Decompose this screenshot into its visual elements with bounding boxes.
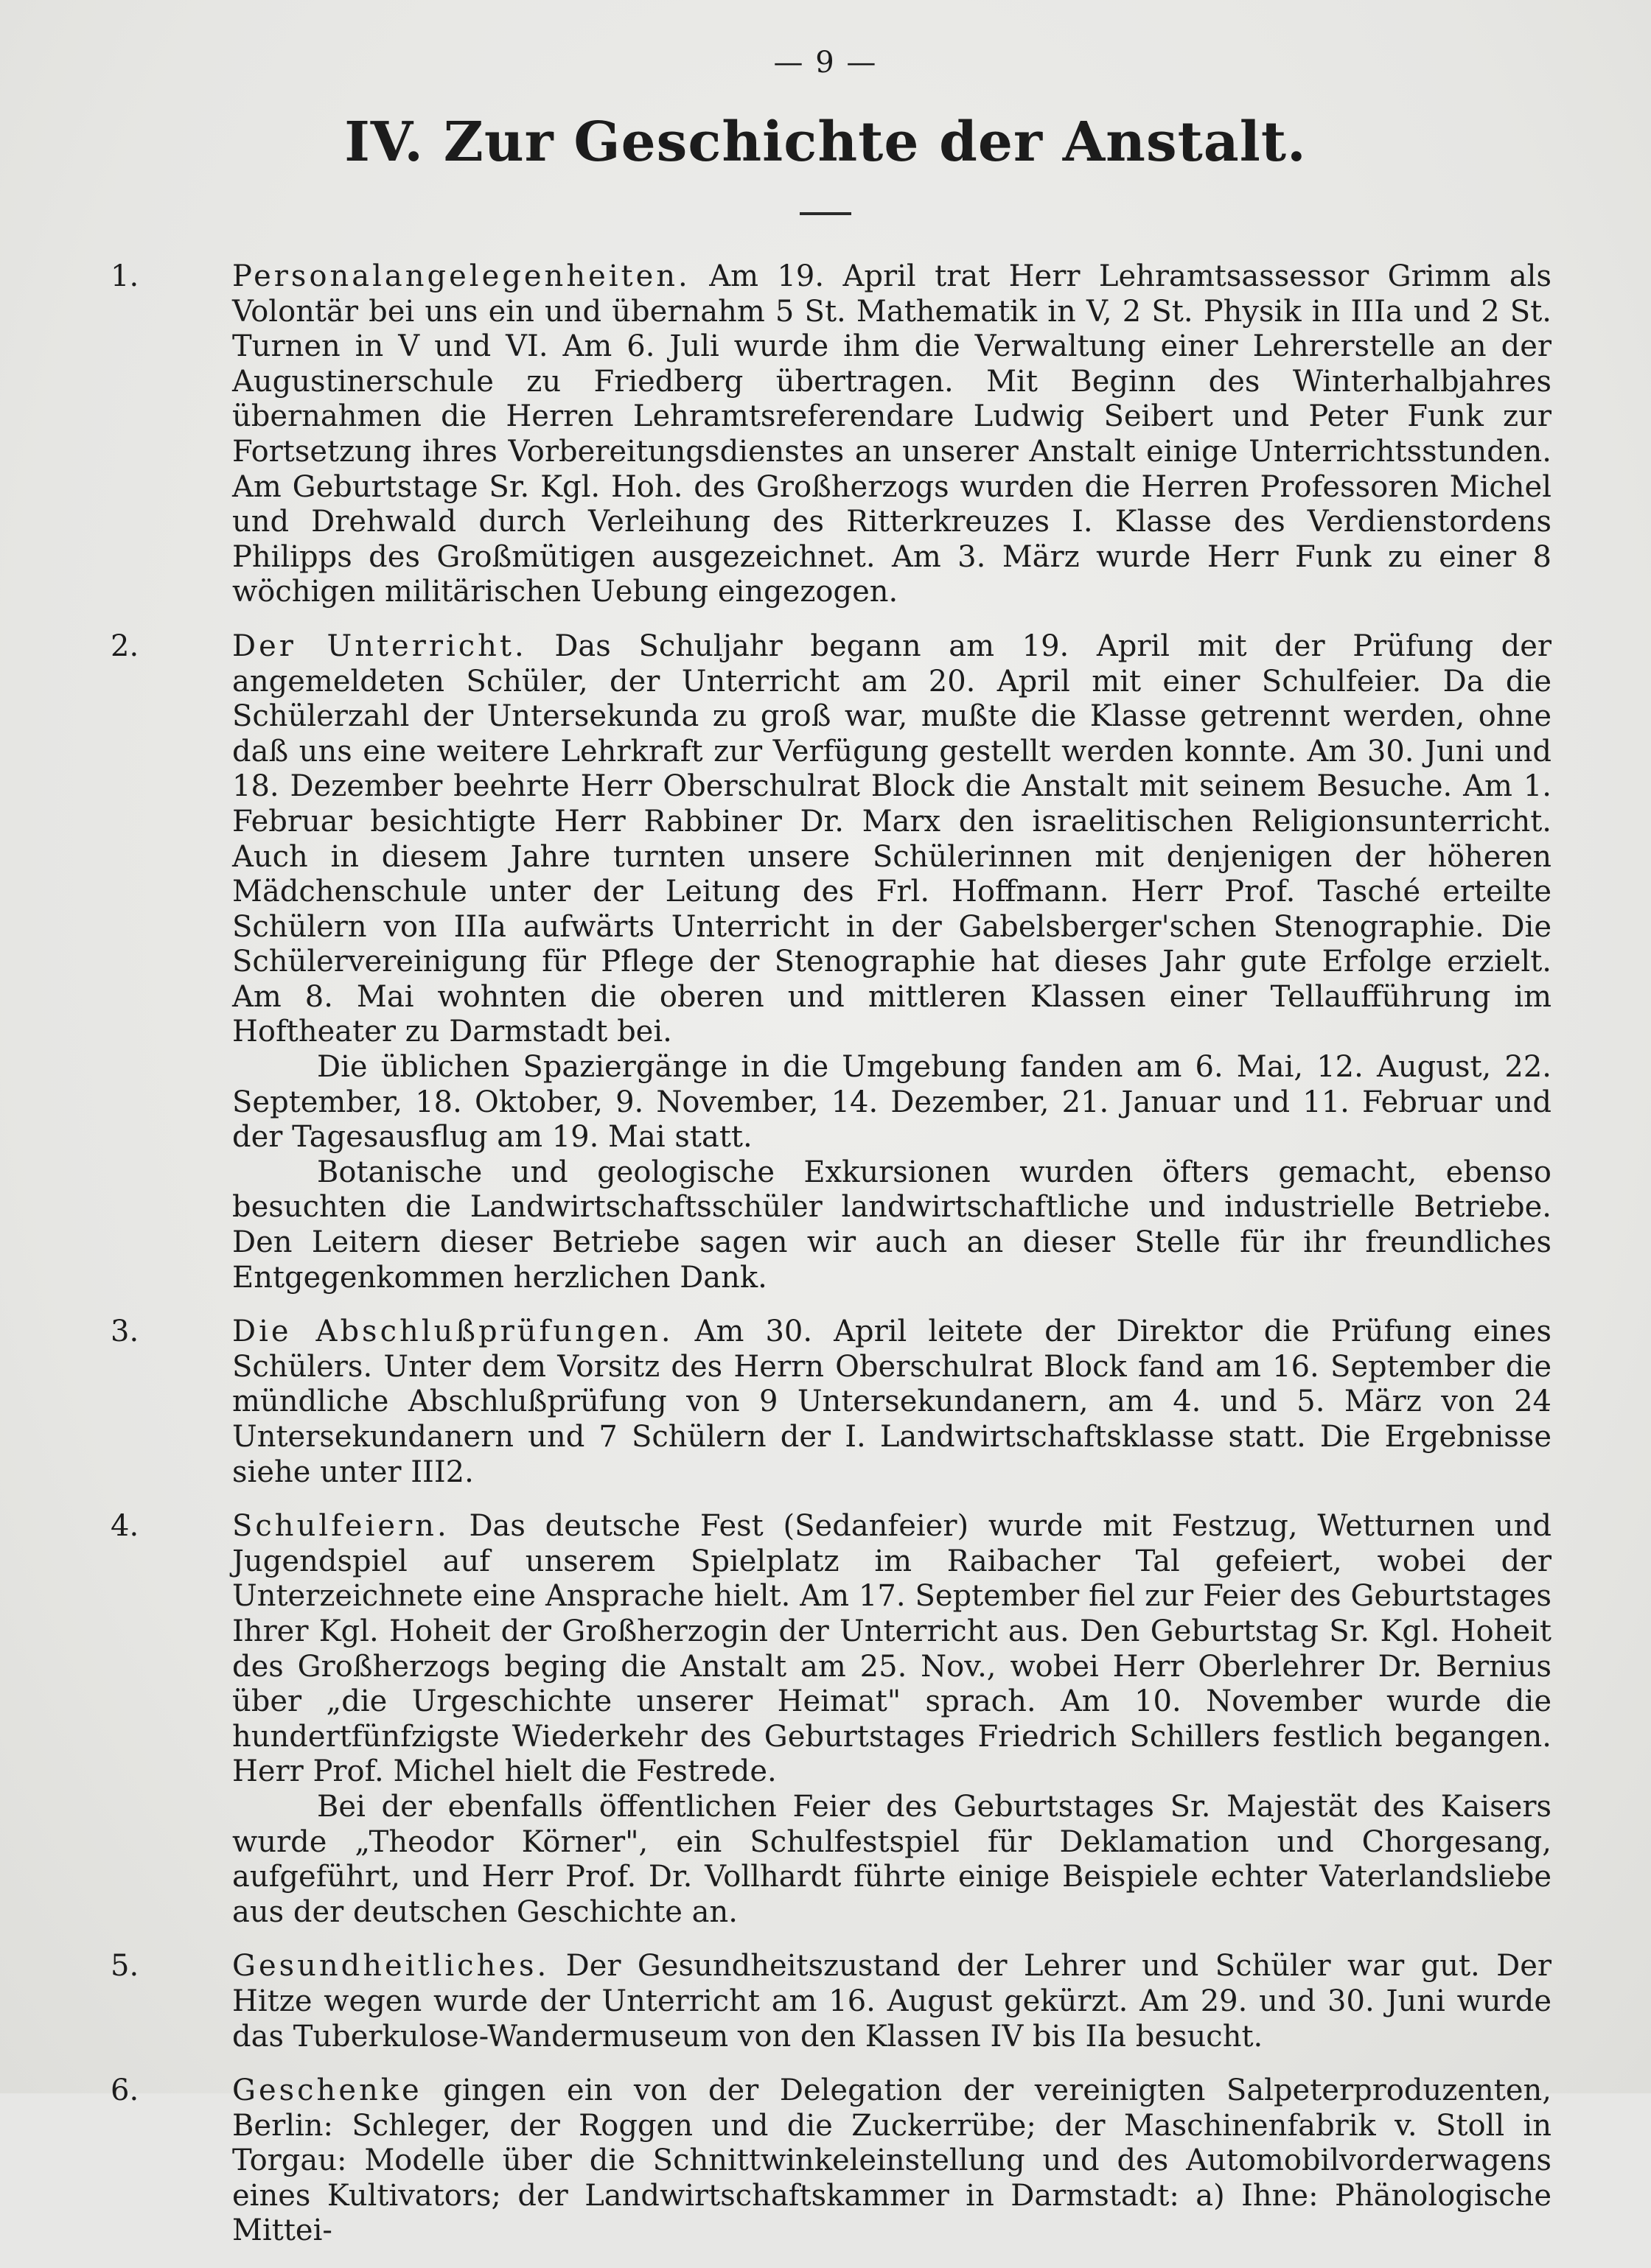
section-number: 1. <box>111 259 139 293</box>
section-school-celebrations <box>111 1509 1551 1930</box>
section-paragraph-continued: Botanische und geologische Exkursionen wurden öfters gemacht, ebenso besuchten die Landwirtschaftsschüler landwirtschaftliche und industrielle Betriebe. Den Leitern dieser Betriebe sagen wir auch an dieser Stelle für ihr freundliches Entgegenkommen herzlichen Dank. <box>232 1155 1551 1295</box>
section-keyword: Die Abschlußprüfungen. <box>232 1315 674 1349</box>
section-number: 5. <box>111 1949 139 1984</box>
section-keyword: Personalangelegenheiten. <box>232 259 691 293</box>
section-paragraph <box>111 1315 1551 1490</box>
section-final-exams <box>111 1315 1551 1490</box>
section-text: Das deutsche Fest (Sedanfeier) wurde mit Festzug, Wetturnen und Jugendspiel auf unserem Spielplatz im Raibacher Tal gefeiert, wobei der Unterzeichnete eine Ansprache hielt. Am 17. September fiel zur Feier des Geburtstages Ihrer Kgl. Hoheit der Großherzogin der Unterricht aus. Den Geburtstag Sr. Kgl. Hoheit des Großherzogs beging die Anstalt am 25. Nov., wobei Herr Oberlehrer Dr. Bernius über „die Urgeschichte unserer Heimat" sprach. Am 10. November wurde die hundertfünfzigste Wiederkehr des Geburtstages Friedrich Schillers festlich begangen. Herr Prof. Michel hielt die Festrede. <box>232 1509 1551 1789</box>
section-text: Am 30. April leitete der Direktor die Prüfung eines Schülers. Unter dem Vorsitz des Herrn Oberschulrat Block fand am 16. September die mündliche Abschlußprüfung von 9 Untersekundanern, am 4. und 5. März von 24 Untersekundanern und 7 Schülern der I. Landwirtschaftsklasse statt. Die Ergebnisse siehe unter III2. <box>232 1315 1551 1489</box>
section-text: Der Gesundheitszustand der Lehrer und Schüler war gut. Der Hitze wegen wurde der Unterricht am 16. August gekürzt. Am 29. und 30. Juni wurde das Tuberkulose-Wandermuseum von den Klassen IV bis IIa besucht. <box>232 1949 1552 2054</box>
section-heading: IV. Zur Geschichte der Anstalt. <box>344 111 1307 174</box>
section-personnel <box>111 259 1551 610</box>
section-keyword: Geschenke <box>232 2073 422 2108</box>
section-paragraph <box>111 629 1551 1050</box>
section-text: Das Schuljahr begann am 19. April mit der Prüfung der angemeldeten Schüler, der Unterricht am 20. April mit einer Schulfeier. Da die Schülerzahl der Untersekunda zu groß war, mußte die Klasse getrennt werden, ohne daß uns eine weitere Lehrkraft zur Verfügung gestellt werden konnte. Am 30. Juni und 18. Dezember beehrte Herr Oberschulrat Block die Anstalt mit seinem Besuche. Am 1. Februar besichtigte Herr Rabbiner Dr. Marx den israelitischen Religionsunterricht. Auch in diesem Jahre turnten unsere Schülerinnen mit denjenigen der höheren Mädchenschule unter der Leitung des Frl. Hoffmann. Herr Prof. Tasché erteilte Schülern von IIIa aufwärts Unterricht in der Gabelsberger'schen Stenographie. Die Schülervereinigung für Pflege der Stenographie hat dieses Jahr gute Erfolge erzielt. Am 8. Mai wohnten die oberen und mittleren Klassen einer Tellaufführung im Hoftheater zu Darmstadt bei. <box>232 629 1551 1049</box>
section-paragraph <box>111 259 1551 610</box>
section-text: gingen ein von der Delegation der vereinigten Salpeterproduzenten, Berlin: Schleger, der Roggen und die Zuckerrübe; der Maschinenfabrik v. Stoll in Torgau: Modelle über die Schnittwinkeleinstellung und des Automobilvorderwagens eines Kultivators; der Landwirtschaftskammer in Darmstadt: a) Ihne: Phänologische Mittei- <box>232 2073 1552 2248</box>
heading-divider <box>800 212 851 215</box>
section-keyword: Gesundheitliches. <box>232 1949 550 1984</box>
section-donations <box>111 2073 1551 2249</box>
section-number: 2. <box>111 629 139 663</box>
section-number: 3. <box>111 1315 139 1349</box>
section-keyword: Der Unterricht. <box>232 629 527 663</box>
section-paragraph-continued: Die üblichen Spaziergänge in die Umgebung fanden am 6. Mai, 12. August, 22. September, 18. Oktober, 9. November, 14. Dezember, 21. Januar und 11. Februar und der Tagesausflug am 19. Mai statt. <box>232 1050 1551 1155</box>
section-instruction <box>111 629 1551 1295</box>
section-health <box>111 1949 1551 2054</box>
section-paragraph <box>111 1509 1551 1790</box>
section-number: 4. <box>111 1509 139 1544</box>
section-number: 6. <box>111 2073 139 2108</box>
page-number: — 9 — <box>773 46 878 80</box>
section-text: Am 19. April trat Herr Lehramtsassessor Grimm als Volontär bei uns ein und übernahm 5 St. Mathematik in V, 2 St. Physik in IIIa und 2 St. Turnen in V und VI. Am 6. Juli wurde ihm die Verwaltung einer Lehrerstelle an der Augustinerschule zu Friedberg übertragen. Mit Beginn des Winterhalbjahres übernahmen die Herren Lehramtsreferendare Ludwig Seibert und Peter Funk zur Fortsetzung ihres Vorbereitungsdienstes an unserer Anstalt einige Unterrichtsstunden. Am Geburtstage Sr. Kgl. Hoh. des Großherzogs wurden die Herren Professoren Michel und Drehwald durch Verleihung des Ritterkreuzes I. Klasse des Verdienstordens Philipps des Großmütigen ausgezeichnet. Am 3. März wurde Herr Funk zu einer 8 wöchigen militärischen Uebung eingezogen. <box>232 259 1551 609</box>
section-paragraph <box>111 1949 1551 2054</box>
section-paragraph-continued: Bei der ebenfalls öffentlichen Feier des Geburtstages Sr. Majestät des Kaisers wurde „Theodor Körner", ein Schulfestspiel für Deklamation und Chorgesang, aufgeführt, und Herr Prof. Dr. Vollhardt führte einige Beispiele echter Vaterlandsliebe aus der deutschen Geschichte an. <box>232 1789 1551 1929</box>
body-text <box>111 259 1551 2268</box>
section-paragraph <box>111 2073 1551 2249</box>
section-keyword: Schulfeiern. <box>232 1509 450 1544</box>
